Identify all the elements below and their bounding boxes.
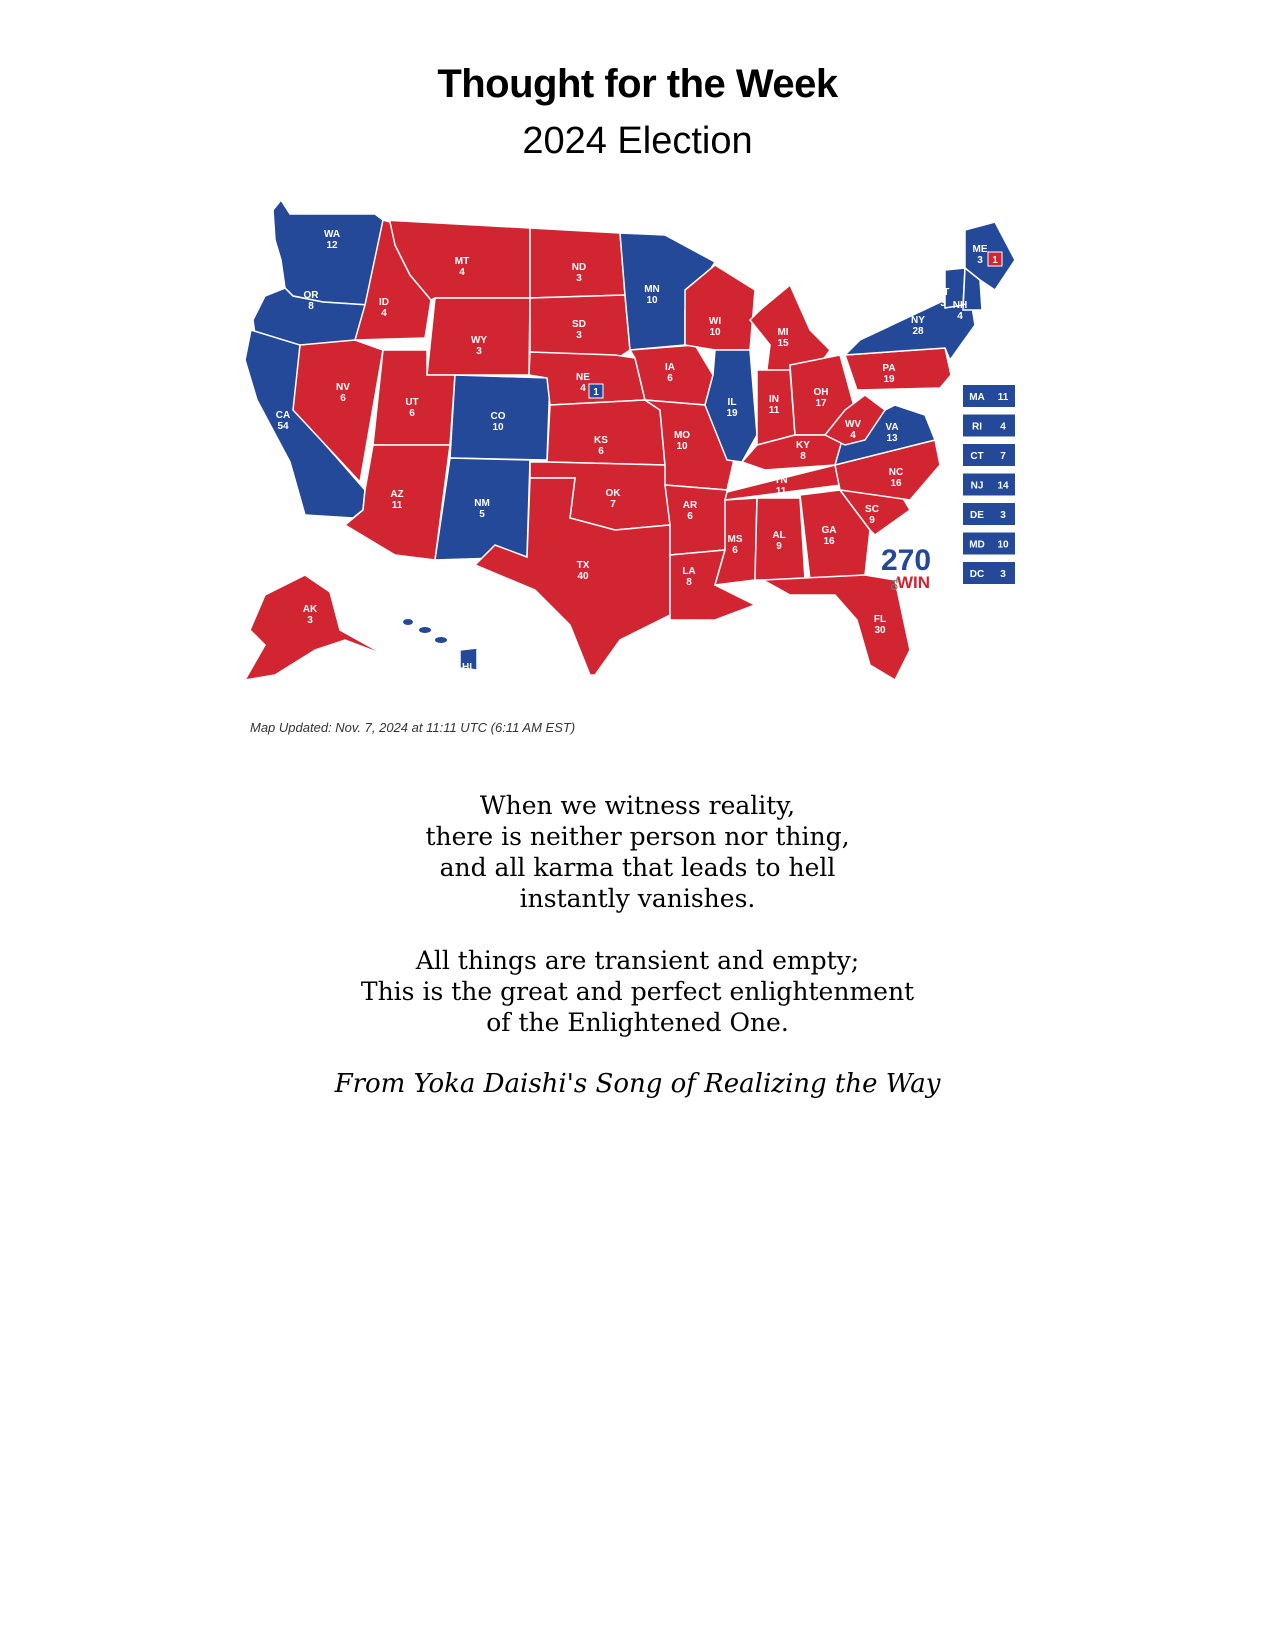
state-votes-label: 11	[391, 500, 403, 511]
state-abbr-label: MO	[673, 430, 691, 441]
state-abbr-label: IN	[769, 394, 779, 405]
state-abbr-label: MI	[777, 327, 789, 338]
state-votes-label: 10	[492, 422, 504, 433]
state-abbr-label: HI	[462, 662, 472, 673]
poem-line: This is the great and perfect enlightenment	[360, 977, 915, 1006]
state-votes-label: 6	[687, 511, 693, 522]
state-abbr-label: CO	[490, 411, 506, 422]
state-votes-label: 16	[823, 536, 835, 547]
state-abbr-label: TN	[774, 475, 788, 486]
state-votes-label: 3	[940, 298, 946, 309]
state-abbr-label: IL	[727, 397, 737, 408]
small-state-abbr: NJ	[970, 480, 984, 492]
small-state-dc	[963, 562, 1015, 584]
state-abbr-label: AZ	[390, 489, 404, 500]
state-co	[450, 375, 550, 460]
poem-line: When we witness reality,	[479, 791, 796, 820]
state-al	[755, 498, 805, 580]
state-wy	[427, 298, 530, 375]
small-state-votes: 3	[1000, 510, 1006, 521]
state-abbr-label: AR	[682, 500, 698, 511]
state-votes-label: 10	[676, 441, 688, 452]
state-votes-label: 30	[874, 625, 886, 636]
small-state-abbr: MD	[969, 539, 985, 551]
state-votes-label: 9	[776, 541, 782, 552]
state-nd	[530, 228, 625, 298]
state-abbr-label: NY	[911, 315, 925, 326]
state-abbr-label: TX	[576, 560, 590, 571]
poem-stanza-2	[0, 945, 1275, 1038]
state-votes-label: 3	[977, 255, 983, 266]
state-votes-label: 9	[869, 515, 875, 526]
state-votes-label: 8	[686, 577, 692, 588]
small-state-votes: 3	[1000, 569, 1006, 580]
state-votes-label: 11	[768, 405, 780, 416]
state-votes-label: 28	[912, 326, 924, 337]
state-abbr-label: KS	[594, 435, 608, 446]
state-votes-label: 6	[409, 408, 415, 419]
state-votes-label: 4	[850, 430, 856, 441]
state-abbr-label: OH	[813, 387, 829, 398]
small-state-votes: 4	[1000, 421, 1006, 433]
state-abbr-label: MS	[727, 534, 743, 545]
state-hi	[460, 648, 477, 684]
electoral-map	[245, 200, 1075, 730]
poem-line: of the Enlightened One.	[486, 1008, 789, 1037]
hawaii-island	[403, 619, 413, 625]
state-votes-label: 6	[598, 446, 604, 457]
small-state-ri	[963, 415, 1015, 437]
state-abbr-label: WY	[470, 335, 488, 346]
page-title: Thought for the Week	[437, 62, 838, 106]
state-votes-label: 8	[800, 451, 806, 462]
state-abbr-label: CA	[275, 410, 291, 421]
state-in	[757, 370, 795, 445]
state-votes-label: 19	[883, 374, 895, 385]
small-state-votes: 10	[997, 539, 1009, 551]
small-state-ma	[963, 385, 1015, 407]
small-state-votes: 11	[997, 392, 1009, 403]
hawaii-island	[419, 627, 431, 633]
state-votes-label: 3	[576, 330, 582, 341]
state-ks	[547, 400, 665, 465]
small-state-nj	[963, 474, 1015, 496]
state-sd	[530, 295, 630, 360]
state-ar	[665, 485, 727, 555]
state-votes-label: 10	[646, 295, 658, 306]
state-votes-label: 40	[577, 571, 589, 582]
state-abbr-label: PA	[882, 363, 896, 374]
small-state-de	[963, 503, 1015, 525]
state-nm	[435, 458, 530, 560]
state-abbr-label: VA	[885, 422, 899, 433]
poem-attribution: From Yoka Daishi's Song of Realizing the Way	[334, 1069, 941, 1099]
state-votes-label: 11	[775, 486, 787, 497]
state-abbr-label: AK	[302, 604, 318, 615]
state-abbr-label: MT	[454, 256, 470, 267]
state-abbr-label: WV	[844, 419, 862, 430]
state-abbr-label: OR	[303, 290, 319, 301]
state-abbr-label: NV	[336, 382, 350, 393]
state-votes-label: 12	[326, 240, 338, 251]
state-abbr-label: NC	[888, 467, 904, 478]
map-updated-caption: Map Updated: Nov. 7, 2024 at 11:11 UTC (6:11 AM EST)	[250, 720, 576, 735]
small-state-abbr: DC	[969, 569, 985, 580]
state-wa	[273, 200, 383, 305]
state-abbr-label: ID	[379, 297, 389, 308]
poem-line: instantly vanishes.	[519, 884, 756, 913]
state-votes-label: 4	[459, 267, 465, 278]
state-votes-label: 5	[479, 509, 485, 520]
state-votes-label: 3	[476, 346, 482, 357]
poem-line: All things are transient and empty;	[415, 946, 860, 975]
state-votes-label: 15	[777, 338, 789, 349]
small-state-abbr: RI	[972, 421, 982, 433]
state-votes-label: 10	[709, 327, 721, 338]
poem-line: there is neither person nor thing,	[425, 822, 850, 851]
state-fl	[763, 575, 910, 680]
hawaii-island	[435, 637, 447, 643]
state-votes-label: 17	[815, 398, 827, 409]
small-state-abbr: CT	[970, 451, 984, 462]
state-abbr-label: NH	[952, 300, 968, 311]
state-abbr-label: KY	[796, 440, 810, 451]
state-abbr-label: NM	[474, 498, 490, 509]
state-abbr-label: OK	[605, 488, 621, 499]
split-district-me	[988, 252, 1002, 266]
state-votes-label: 3	[576, 273, 582, 284]
small-state-votes: 7	[1000, 451, 1006, 462]
state-votes-label: 8	[308, 301, 314, 312]
state-abbr-label: ME	[972, 244, 988, 255]
state-votes-label: 19	[726, 408, 738, 419]
state-abbr-label: AL	[772, 530, 786, 541]
state-votes-label: 3	[307, 615, 313, 626]
state-votes-label: 4	[580, 383, 586, 394]
logo-to: TO	[889, 578, 899, 591]
state-abbr-label: UT	[405, 397, 419, 408]
poem-stanza-1	[0, 790, 1275, 914]
page-subtitle: 2024 Election	[522, 120, 753, 162]
logo-win: WIN	[897, 573, 931, 592]
state-abbr-label: MN	[644, 284, 660, 295]
state-ak	[245, 575, 385, 680]
state-votes-label: 13	[886, 433, 898, 444]
state-abbr-label: ND	[571, 262, 587, 273]
state-abbr-label: WA	[323, 229, 341, 240]
state-abbr-label: FL	[873, 614, 887, 625]
state-votes-label: 4	[957, 311, 963, 322]
state-abbr-label: NE	[576, 372, 590, 383]
state-abbr-label: SC	[865, 504, 879, 515]
state-votes-label: 4	[464, 673, 470, 684]
poem	[0, 790, 1275, 1069]
small-state-votes: 14	[997, 480, 1009, 492]
state-votes-label: 6	[667, 373, 673, 384]
small-state-abbr: DE	[970, 510, 984, 521]
state-votes-label: 6	[732, 545, 738, 556]
state-votes-label: 16	[890, 478, 902, 489]
logo-number: 270	[881, 544, 932, 577]
state-votes-label: 4	[381, 308, 387, 319]
state-abbr-label: SD	[572, 319, 586, 330]
small-state-md	[963, 533, 1015, 555]
small-state-ct	[963, 444, 1015, 466]
state-votes-label: 7	[610, 499, 616, 510]
state-abbr-label: WI	[708, 316, 722, 327]
state-votes-label: 6	[340, 393, 346, 404]
state-abbr-label: IA	[665, 362, 675, 373]
state-abbr-label: VT	[936, 287, 950, 298]
split-district-votes: 1	[992, 255, 998, 266]
split-district-ne	[589, 384, 603, 398]
small-state-abbr: MA	[969, 392, 985, 403]
electoral-map-svg	[245, 200, 1075, 730]
state-votes-label: 54	[277, 421, 289, 432]
state-abbr-label: GA	[821, 525, 837, 536]
state-abbr-label: LA	[682, 566, 696, 577]
split-district-votes: 1	[593, 387, 599, 398]
poem-line: and all karma that leads to hell	[439, 853, 836, 882]
